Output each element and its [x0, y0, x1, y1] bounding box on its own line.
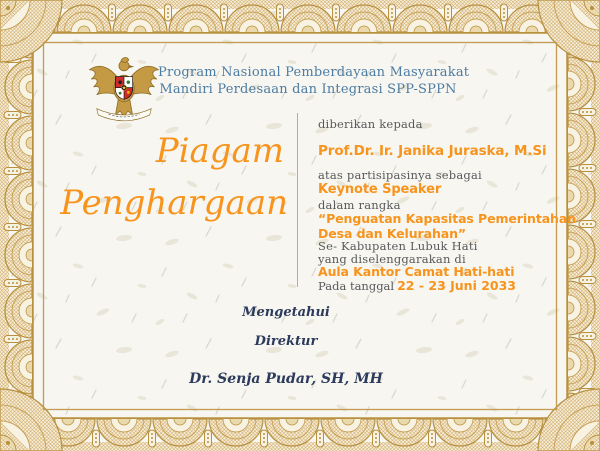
venue-label: Aula Kantor Camat Hati-hati: [318, 264, 515, 279]
event-title-line1: “Penguatan Kapasitas Pemerintahan: [318, 211, 576, 226]
date-label: Pada tanggal: [318, 279, 395, 293]
section-divider: [297, 113, 298, 287]
certificate-title: [52, 128, 288, 226]
scope-label: Se- Kabupaten Lubuk Hati: [318, 239, 478, 253]
participation-label: atas partisipasinya sebagai: [318, 168, 482, 182]
program-header: [158, 64, 470, 98]
program-header-line2: Mandiri Perdesaan dan Integrasi SPP-SPPN: [159, 82, 457, 97]
program-header-line1: Program Nasional Pemberdayaan Masyarakat: [158, 65, 470, 80]
signer-name: Dr. Senja Pudar, SH, MH: [189, 371, 383, 387]
in-frame-label: dalam rangka: [318, 198, 401, 212]
garuda-pancasila-emblem: [85, 54, 163, 126]
certificate-title-word2: Penghargaan: [60, 183, 288, 223]
date-value: 22 - 23 Juni 2033: [397, 278, 517, 293]
date-row: [318, 278, 516, 293]
role-label: Keynote Speaker: [318, 182, 442, 197]
given-to-label: diberikan kepada: [318, 117, 423, 131]
recipient-name: Prof.Dr. Ir. Janika Juraska, M.Si: [318, 143, 547, 159]
held-at-label: yang diselenggarakan di: [318, 252, 466, 266]
signer-position: Direktur: [254, 334, 318, 349]
acknowledge-label: Mengetahui: [242, 305, 330, 320]
event-title-line2: Desa dan Kelurahan”: [318, 226, 466, 241]
certificate-title-word1: Piagam: [155, 131, 284, 171]
